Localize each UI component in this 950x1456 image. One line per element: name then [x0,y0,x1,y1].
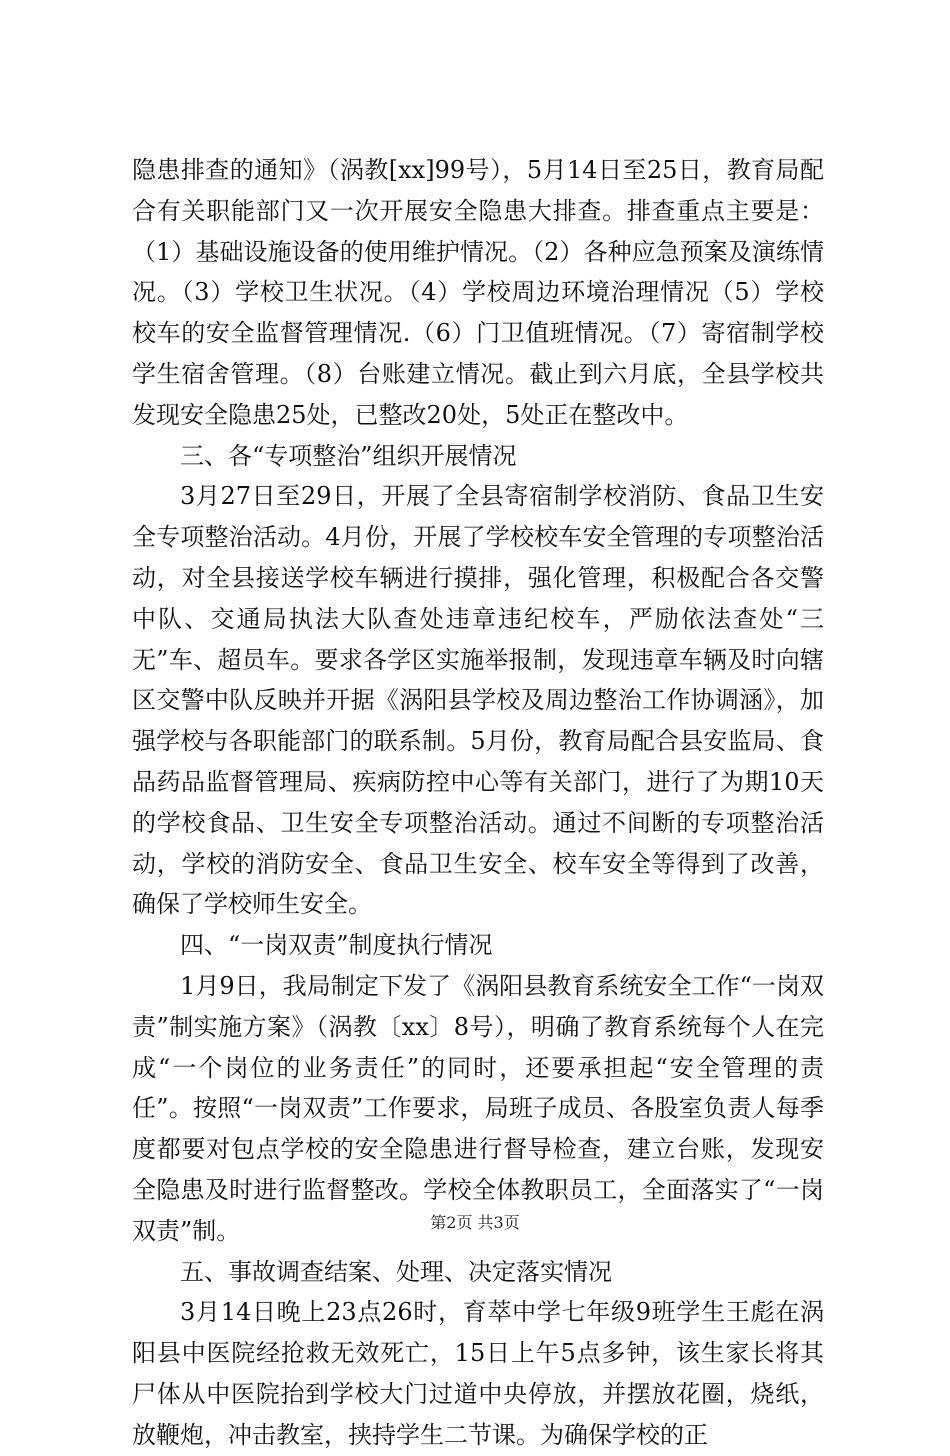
section-heading-3: 三、各“专项整治”组织开展情况 [180,441,517,470]
page-number-footer: 第2页 共3页 [430,1213,520,1232]
section-heading-5: 五、事故调查结案、处理、决定落实情况 [180,1257,612,1286]
paragraph-continuation: 隐患排查的通知》（涡教[xx]99号），5月14日至25日，教育局配合有关职能部门又一次开展安全隐患大排查。排查重点主要是：（1）基础设施设备的使用维护情况。（2）各种应急预案及演练情况。（3）学校卫生状况。（4）学校周边环境治理情况（5）学校校车的安全监督管理情况.（6）门卫值班情况。（7）寄宿制学校学生宿舍管理。（8）台账建立情况。截止到六月底，全县学校共发现安全隐患25处，已整改20处，5处正在整改中。 [132,156,824,429]
section-heading-4: 四、“一岗双责”制度执行情况 [180,931,493,960]
paragraph-section-4: 1月9日，我局制定下发了《涡阳县教育系统安全工作“一岗双责”制实施方案》（涡教〔xx〕8号），明确了教育系统每个人在完成“一个岗位的业务责任”的同时，还要承担起“安全管理的责任”。按照“一岗双责”工作要求，局班子成员、各股室负责人每季度都要对包点学校的安全隐患进行督导检查，建立台账，发现安全隐患及时进行监督整改。学校全体教职员工，全面落实了“一岗双责”制。 [132,971,824,1245]
document-body [132,150,824,1456]
paragraph-section-5: 3月14日晚上23点26时，育萃中学七年级9班学生王彪在涡阳县中医院经抢救无效死亡，15日上午5点多钟，该生家长将其尸体从中医院抬到学校大门过道中央停放，并摆放花圈，烧纸，放鞭炮，冲击教室，挟持学生二节课。为确保学校的正 [132,1298,824,1449]
paragraph-section-3: 3月27日至29日，开展了全县寄宿制学校消防、食品卫生安全专项整治活动。4月份，开展了学校校车安全管理的专项整治活动，对全县接送学校车辆进行摸排，强化管理，积极配合各交警中队、交通局执法大队查处违章违纪校车，严励依法查处“三无”车、超员车。要求各学区实施举报制，发现违章车辆及时向辖区交警中队反映并开据《涡阳县学校及周边整治工作协调涵》，加强学校与各职能部门的联系制。5月份，教育局配合县安监局、食品药品监督管理局、疾病防控中心等有关部门，进行了为期10天的学校食品、卫生安全专项整治活动。通过不间断的专项整治活动，学校的消防安全、食品卫生安全、校车安全等得到了改善，确保了学校师生安全。 [132,482,824,919]
